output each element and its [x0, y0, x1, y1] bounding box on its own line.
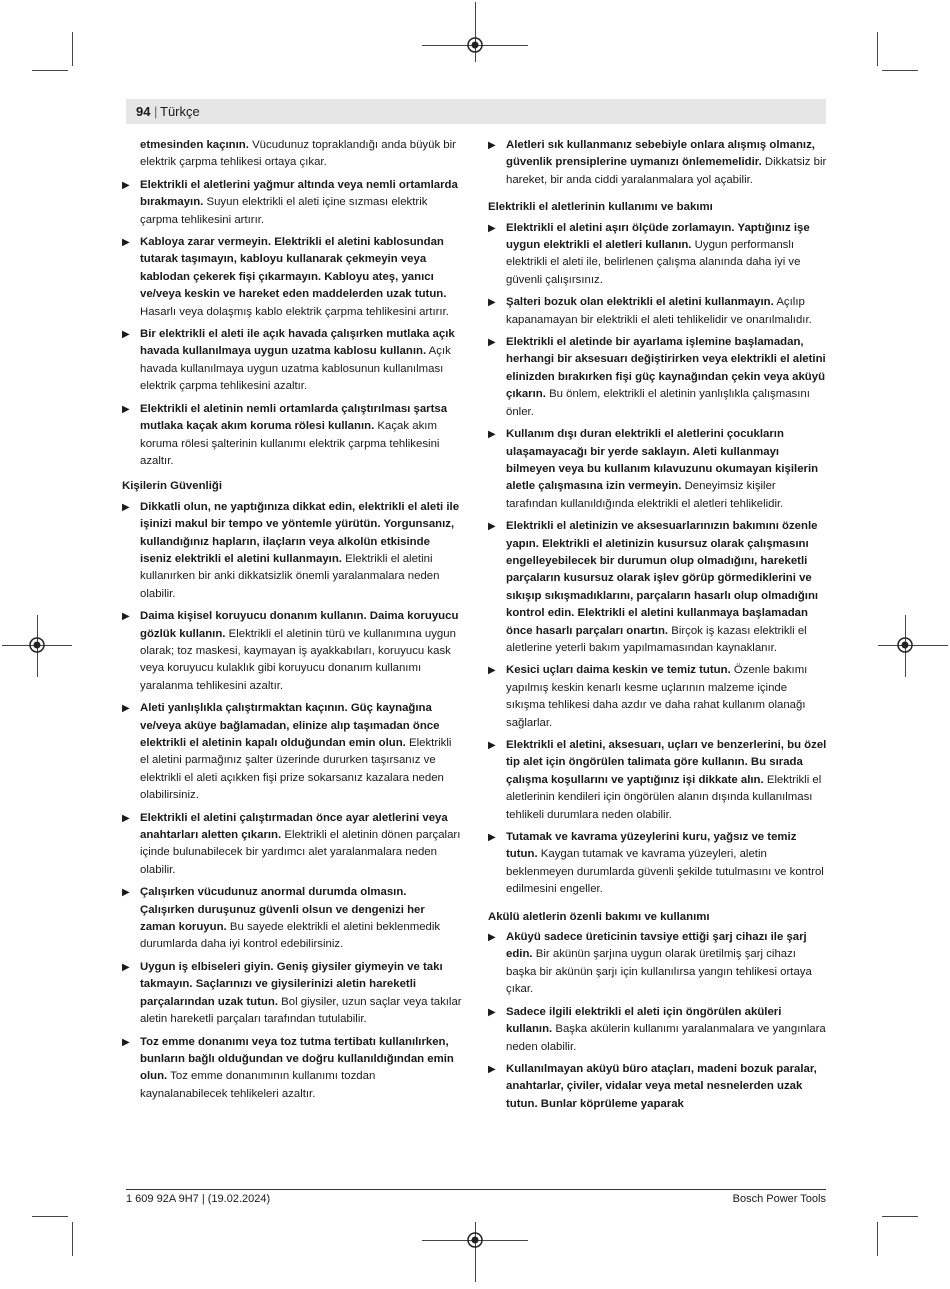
- list-item: [488, 294, 828, 329]
- crop-mark: [32, 1216, 68, 1217]
- item-text: Birçok iş kazası elektrikli el aletlerine yeterli bakım yapılmamasından kaynaklanır.: [506, 624, 807, 654]
- item-text: Dikkatsiz bir hareket, bir anda ciddi yaralanmalara yol açabilir.: [506, 156, 827, 186]
- list-item: [488, 334, 828, 421]
- item-bold-text: Aküyü sadece üreticinin tavsiye ettiği şarj cihazı ile şarj edin.: [506, 931, 807, 961]
- item-text: Elektrikli el aletinin türü ve kullanımına uygun olarak; toz maskesi, kaymayan iş ayakkabıları, koruyucu kask veya koruyucu kulaklık gibi koruyucu donanım kullanımı yaralanma tehlikesini azaltır.: [140, 627, 456, 692]
- item-text: Başka akülerin kullanımı yaralanmalara ve yangınlara neden olabilir.: [506, 1023, 826, 1053]
- header-bar: [126, 99, 826, 124]
- crop-mark: [72, 1222, 73, 1256]
- crop-mark: [882, 1216, 918, 1217]
- crop-mark: [72, 32, 73, 66]
- item-text: Uygun performanslı elektrikli el aleti ile, belirlenen çalışma alanında daha iyi ve güvenli çalışırsınız.: [506, 239, 801, 286]
- list-item: [488, 1061, 828, 1113]
- list-item: [122, 499, 462, 603]
- item-bold-text: Tutamak ve kavrama yüzeylerini kuru, yağsız ve temiz tutun.: [506, 831, 797, 861]
- item-text: Bol giysiler, uzun saçlar veya takılar aletin hareketli parçaları tarafından tutulabilir.: [140, 995, 462, 1026]
- bullet-arrow-icon: ▶: [488, 932, 496, 944]
- bullet-arrow-icon: ▶: [122, 611, 130, 623]
- item-text: Suyun elektrikli el aleti içine sızması elektrik çarpma tehlikesini artırır.: [140, 196, 428, 226]
- left-section-list: [122, 499, 462, 1103]
- footer-doc-id: 1 609 92A 9H7 | (19.02.2024): [126, 1193, 271, 1205]
- right-column: [488, 137, 828, 1118]
- list-item: [488, 518, 828, 657]
- list-item: [122, 177, 462, 229]
- list-item: [488, 829, 828, 899]
- bullet-arrow-icon: ▶: [488, 222, 496, 234]
- item-bold-text: Şalteri bozuk olan elektrikli el aletini kullanmayın.: [506, 296, 774, 309]
- item-text: Kaçak akım koruma rölesi şalterinin kullanımı elektrik çarpma tehlikesini azaltır.: [140, 420, 440, 467]
- section-title-battery-care: Akülü aletlerin özenli bakımı ve kullanımı: [488, 910, 710, 923]
- item-text: Toz emme donanımının kullanımı tozdan kaynalanabilecek tehlikeleri azaltır.: [140, 1070, 376, 1100]
- crop-mark: [877, 1222, 878, 1256]
- bullet-arrow-icon: ▶: [488, 521, 496, 533]
- continuation-paragraph: etmesinden kaçının. Vücudunuz topraklandığı anda büyük bir elektrik çarpma tehlikesi ortaya çıkar.: [140, 139, 456, 169]
- item-bold-text: Elektrikli el aletlerini yağmur altında veya nemli ortamlarda bırakmayın.: [140, 178, 458, 209]
- item-text: Elektrikli el aletlerinin kendileri için öngörülen alanın dışında kullanılması tehlikeli durumlara neden olabilir.: [506, 773, 822, 821]
- list-item: [488, 929, 828, 999]
- item-bold-text: Elektrikli el aletini, aksesuarı, uçları ve benzerlerini, bu özel tip alet için öngörülen talimata göre kullanın. Bu sırada çalışma koşullarını ve yaptığınız işi dikkate alın.: [506, 739, 827, 786]
- item-bold-text: Aleti yanlışlıkla çalıştırmaktan kaçının. Güç kaynağına ve/veya aküye bağlamadan, elinize alıp taşımadan önce elektrikli el aletinin kapalı olduğundan emin olun.: [140, 702, 440, 749]
- registration-mark-icon: [28, 636, 46, 654]
- item-bold-text: Çalışırken vücudunuz anormal durumda olmasın. Çalışırken duruşunuz güvenli olsun ve dengenizi her zaman koruyun.: [140, 886, 425, 934]
- crop-mark: [32, 70, 68, 71]
- item-bold-text: Dikkatli olun, ne yaptığınıza dikkat edin, elektrikli el aleti ile işinizi makul bir tempo ve yöntemle yürütün. Yorgunsanız, kullandığınız hapların, ilaçların veya alkolün etkisinde iseniz elektrikli el aletini kullanmayın.: [140, 500, 460, 565]
- bullet-arrow-icon: ▶: [122, 1036, 130, 1048]
- item-bold-text: Kabloya zarar vermeyin. Elektrikli el aletini kablosundan tutarak taşımayın, kabloyu kullanarak çekmeyin veya kablodan çekerek fişi çıkarmayın. Kabloyu ateş, yanıcı ve/veya keskin ve hareket eden maddelerden uzak tutun.: [140, 236, 447, 301]
- bullet-arrow-icon: ▶: [122, 812, 130, 824]
- list-item: [122, 234, 462, 321]
- registration-mark-icon: [466, 36, 484, 54]
- item-text: Açılıp kapanamayan bir elektrikli el aleti tehlikelidir ve onarılmalıdır.: [506, 296, 812, 326]
- item-text: Elektrikli el aletini parmağınız şalter üzerinde dururken taşırsanız ve elektrikli el aleti açıkken fişi prize sokarsanız kazalara neden olabilirsiniz.: [140, 737, 452, 802]
- item-bold-text: Sadece ilgili elektrikli el aleti için öngörülen aküleri kullanın.: [506, 1005, 782, 1036]
- item-bold-text: Elektrikli el aletini çalıştırmadan önce ayar aletlerini veya anahtarları aletten çıkarın.: [140, 811, 448, 842]
- bullet-arrow-icon: ▶: [488, 1063, 496, 1075]
- item-text: Bu sayede elektrikli el aletini beklenmedik durumlarda daha iyi kontrol edebilirsiniz.: [140, 921, 441, 951]
- footer-brand: Bosch Power Tools: [732, 1193, 826, 1205]
- left-column: [122, 137, 462, 1108]
- item-bold-text: Bir elektrikli el aleti ile açık havada çalışırken mutlaka açık havada kullanılmaya uygun uzatma kablosu kullanın.: [140, 328, 455, 358]
- bullet-arrow-icon: ▶: [122, 887, 130, 899]
- item-bold-text: Elektrikli el aletinizin ve aksesuarlarınızın bakımını özenle yapın. Elektrikli el aletinizin kusursuz olarak çalışmasını engelleyebilecek bir durumun olup olmadığını, hareketli parçaların kusursuz olarak işlev görüp görmediklerini ve sıkışıp sıkışmadıklarını, parçaların hasarlı olup olmadığını kontrol edin. Elektrikli el aletini kullanmaya başlamadan önce hasarlı parçaları onartın.: [506, 520, 819, 637]
- bullet-arrow-icon: ▶: [122, 501, 130, 513]
- crop-mark: [882, 70, 918, 71]
- item-text: Kaygan tutamak ve kavrama yüzeyleri, aletin beklenmeyen durumlarda güvenli şekilde tutulmasını ve kontrol edilmesini engeller.: [506, 848, 824, 896]
- item-bold-text: Uygun iş elbiseleri giyin. Geniş giysiler giymeyin ve takı takmayın. Saçlarınızı ve giysilerinizi aletin hareketli parçalarından uzak tutun.: [140, 960, 443, 1008]
- bullet-arrow-icon: ▶: [488, 337, 496, 349]
- bullet-arrow-icon: ▶: [488, 429, 496, 441]
- item-bold-text: Kesici uçları daima keskin ve temiz tutun.: [506, 664, 731, 677]
- list-item: [122, 608, 462, 695]
- list-item: [122, 884, 462, 954]
- list-item: [488, 1004, 828, 1056]
- page-number: 94: [136, 104, 151, 119]
- item-bold-text: Elektrikli el aletinde bir ayarlama işlemine başlamadan, herhangi bir aksesuarı değiştirirken veya elektrikli el aletini elinizden bırakırken fişi güç kaynağından çekin veya aküyü çıkarın.: [506, 336, 826, 401]
- bullet-arrow-icon: ▶: [122, 703, 130, 715]
- left-top-list: [122, 177, 462, 471]
- list-item: [122, 700, 462, 804]
- header-separator: |: [154, 104, 158, 119]
- item-text: Açık havada kullanılmaya uygun uzatma kablosunun kullanılması elektrik çarpma tehlikesini azaltır.: [140, 345, 451, 393]
- list-item: [122, 326, 462, 396]
- item-bold-text: Elektrikli el aletinin nemli ortamlarda çalıştırılması şartsa mutlaka kaçak akım koruma rölesi kullanın.: [140, 402, 448, 433]
- list-item: [488, 137, 828, 189]
- list-item: [488, 426, 828, 513]
- list-item: [122, 401, 462, 471]
- item-bold-text: Toz emme donanımı veya toz tutma tertibatı kullanılırken, bunların bağlı olduğundan ve doğru kullanıldığından emin olun.: [140, 1035, 454, 1083]
- item-bold-text: Kullanım dışı duran elektrikli el aletlerini çocukların ulaşamayacağı bir yerde saklayın. Aleti kullanmayı bilmeyen veya bu kullanım kılavuzunu okumayan kişilerin aletle çalışmasına izin vermeyin.: [506, 428, 819, 493]
- bullet-arrow-icon: ▶: [488, 1006, 496, 1018]
- item-bold-text: Elektrikli el aletini aşırı ölçüde zorlamayın. Yaptığınız işe uygun elektrikli el aletleri kullanın.: [506, 221, 810, 252]
- list-item: [488, 662, 828, 732]
- item-text: Özenle bakımı yapılmış keskin kenarlı kesme uçlarının malzeme içinde sıkışma tehlikesi daha azdır ve daha rahat kullanım olanağı sağlarlar.: [506, 664, 808, 729]
- section-title-tool-use-care: Elektrikli el aletlerinin kullanımı ve bakımı: [488, 201, 713, 214]
- list-item: [488, 737, 828, 824]
- bullet-arrow-icon: ▶: [488, 740, 496, 751]
- item-text: Bu önlem, elektrikli el aletinin yanlışlıkla çalışmasını önler.: [506, 388, 810, 418]
- right-section2-list: [488, 929, 828, 1113]
- bullet-arrow-icon: ▶: [122, 237, 130, 249]
- right-top-list: [488, 137, 828, 189]
- bullet-arrow-icon: ▶: [122, 961, 130, 973]
- bullet-arrow-icon: ▶: [122, 403, 130, 415]
- registration-mark-icon: [466, 1231, 484, 1249]
- list-item: [122, 959, 462, 1029]
- item-text: Deneyimsiz kişiler tarafından kullanıldığında elektrikli el aletleri tehlikelidir.: [506, 480, 784, 510]
- bullet-arrow-icon: ▶: [488, 140, 496, 151]
- crop-mark: [877, 32, 878, 66]
- list-item: [122, 810, 462, 880]
- item-bold-text: Daima kişisel koruyucu donanım kullanın. Daima koruyucu gözlük kullanın.: [140, 610, 459, 640]
- item-text: Bir akünün şarjına uygun olarak üretilmiş şarj cihazı başka bir akünün şarjı için kullanılırsa yangın tehlikesi ortaya çıkar.: [506, 948, 812, 996]
- item-text: Hasarlı veya dolaşmış kablo elektrik çarpma tehlikesini artırır.: [140, 305, 449, 318]
- item-text: Elektrikli el aletini kullanırken bir anki dikkatsizlik önemli yaralanmalara neden olabilir.: [140, 552, 440, 600]
- list-item: [488, 220, 828, 290]
- section-title-personal-safety: Kişilerin Güvenliği: [122, 480, 223, 493]
- bullet-arrow-icon: ▶: [488, 832, 496, 844]
- bullet-arrow-icon: ▶: [488, 665, 496, 677]
- right-section1-list: [488, 220, 828, 899]
- registration-mark-icon: [896, 636, 914, 654]
- bullet-arrow-icon: ▶: [122, 329, 130, 341]
- list-item: [122, 1034, 462, 1104]
- item-bold-text: Aletleri sık kullanmanız sebebiyle onlara alışmış olmanız, güvenlik prensiplerine uymanızı önlememelidir.: [506, 139, 815, 169]
- item-bold-text: Kullanılmayan aküyü büro ataçları, madeni bozuk paralar, anahtarlar, çiviler, vidalar veya metal nesnelerden uzak tutun. Bunlar köprüleme yaparak: [506, 1062, 817, 1110]
- footer-rule: [126, 1189, 826, 1190]
- item-text: Elektrikli el aletinin dönen parçaları içinde bulunabilecek bir yardımcı alet yaralanmalara neden olabilir.: [140, 829, 461, 876]
- bullet-arrow-icon: ▶: [488, 297, 496, 309]
- bullet-arrow-icon: ▶: [122, 179, 130, 191]
- header-language: Türkçe: [160, 104, 200, 119]
